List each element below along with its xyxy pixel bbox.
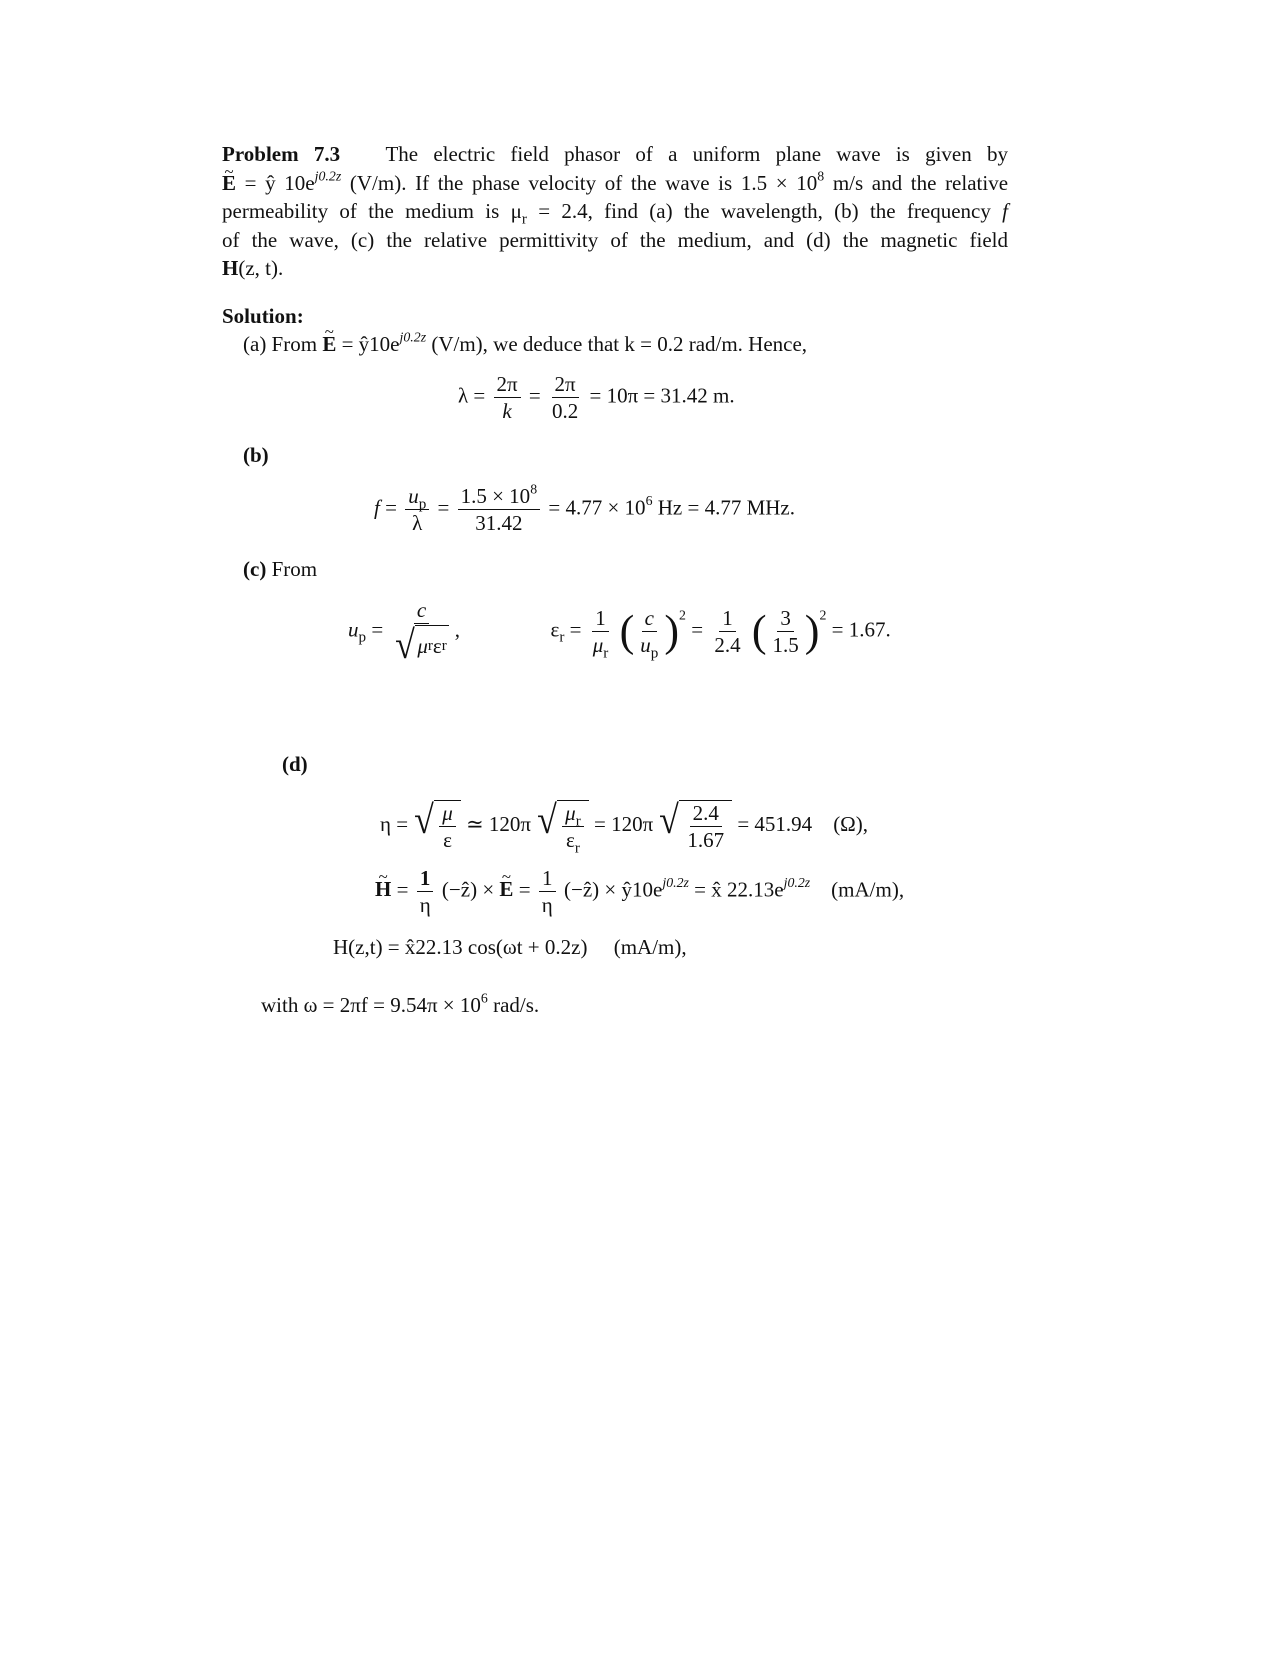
part-b-label: (b)	[243, 443, 269, 467]
fraction: $\frac{2\pi}{0.2}$	[551, 372, 579, 424]
h-phasor-equation: ~ H = $\frac{1}{\eta}$ (−ẑ) × ~ E = $\frac{1}{\eta}$ (−ẑ) × $ŷ10e^{j0.2z}$ = x̂ $22.13e^{j0.2z}$ (mA/m),	[375, 866, 904, 917]
problem-line-3: permeability of the medium is $\mu_r = 2.4$, find (a) the wavelength, (b) the frequency f	[222, 199, 1008, 228]
fraction: $\frac{c}{u_p}$	[640, 605, 659, 662]
fraction: $\frac{3}{1.5}$	[772, 605, 799, 658]
problem-statement	[222, 140, 1008, 283]
frequency-equation: f = $\frac{u_p}{\lambda}$ = $\frac{1.5 \times 10^8}{31.42}$ = $4.77 \times 10^6$ Hz = 4.77 MHz.	[374, 481, 795, 536]
fraction: $\frac{1}{\eta}$	[539, 866, 556, 917]
part-d-label: (d)	[282, 752, 308, 776]
problem-line-1: Problem 7.3 The electric field phasor of a uniform plane wave is given by	[222, 142, 1008, 166]
fraction: $\frac{1}{\mu_r}$	[592, 605, 609, 662]
part-c-label: (c) From	[243, 557, 318, 581]
permittivity-equation: $u_p$ = c √ μ r ε r , $\varepsilon_r$ = $\frac{1}{\mu_r}$ ( $\frac{c}{u_p}$ )$^2$ = $\frac{1}{2.4}$ ( $\frac{3}{1.5}$ )$^2$ = 1.67.	[348, 598, 891, 668]
fraction: $\frac{1}{\eta}$	[417, 866, 434, 917]
impedance-equation: η = √ $\frac{\mu}{\varepsilon}$ ≃ 120π √ $\frac{\mu_r}{\varepsilon_r}$ = 120π √ $\frac{2.4}{1.67}$ = 451.94 (Ω),	[380, 797, 869, 857]
wavelength-equation: λ = $\frac{2\pi}{k}$ = $\frac{2\pi}{0.2}$ = 10π = 31.42 m.	[458, 372, 735, 424]
problem-line-4: of the wave, (c) the relative permittivity of the medium, and (d) the magnetic field	[222, 227, 1008, 252]
problem-line-2: ~ E = ŷ $10e^{j0.2z}$ (V/m). If the phase velocity of the wave is $1.5 \times 10^8$ m/s and the relative	[222, 169, 1008, 198]
fraction: $\frac{u_p}{\lambda}$	[405, 484, 429, 535]
problem-label: Problem 7.3	[222, 142, 341, 166]
fraction: $\frac{1.5 \times 10^8}{31.42}$	[458, 484, 541, 535]
omega-line: with $\omega = 2\pi f = 9.54\pi \times 10^6$ rad/s.	[261, 990, 540, 1017]
fraction: c √ μ r ε r	[395, 598, 447, 668]
part-a-text: (a) From ~ $E = ŷ10e^{j0.2z}$ (V/m), we deduce that k = 0.2 rad/m. Hence,	[243, 332, 807, 357]
fraction: $\frac{2\pi}{k}$	[494, 372, 521, 423]
solution-heading: Solution:	[222, 304, 304, 328]
h-time-equation: H(z,t) = x̂22.13 cos(ωt + 0.2z) (mA/m),	[333, 935, 687, 959]
problem-line-5: H(z, t).	[222, 256, 284, 280]
fraction: $\frac{1}{2.4}$	[714, 605, 741, 658]
